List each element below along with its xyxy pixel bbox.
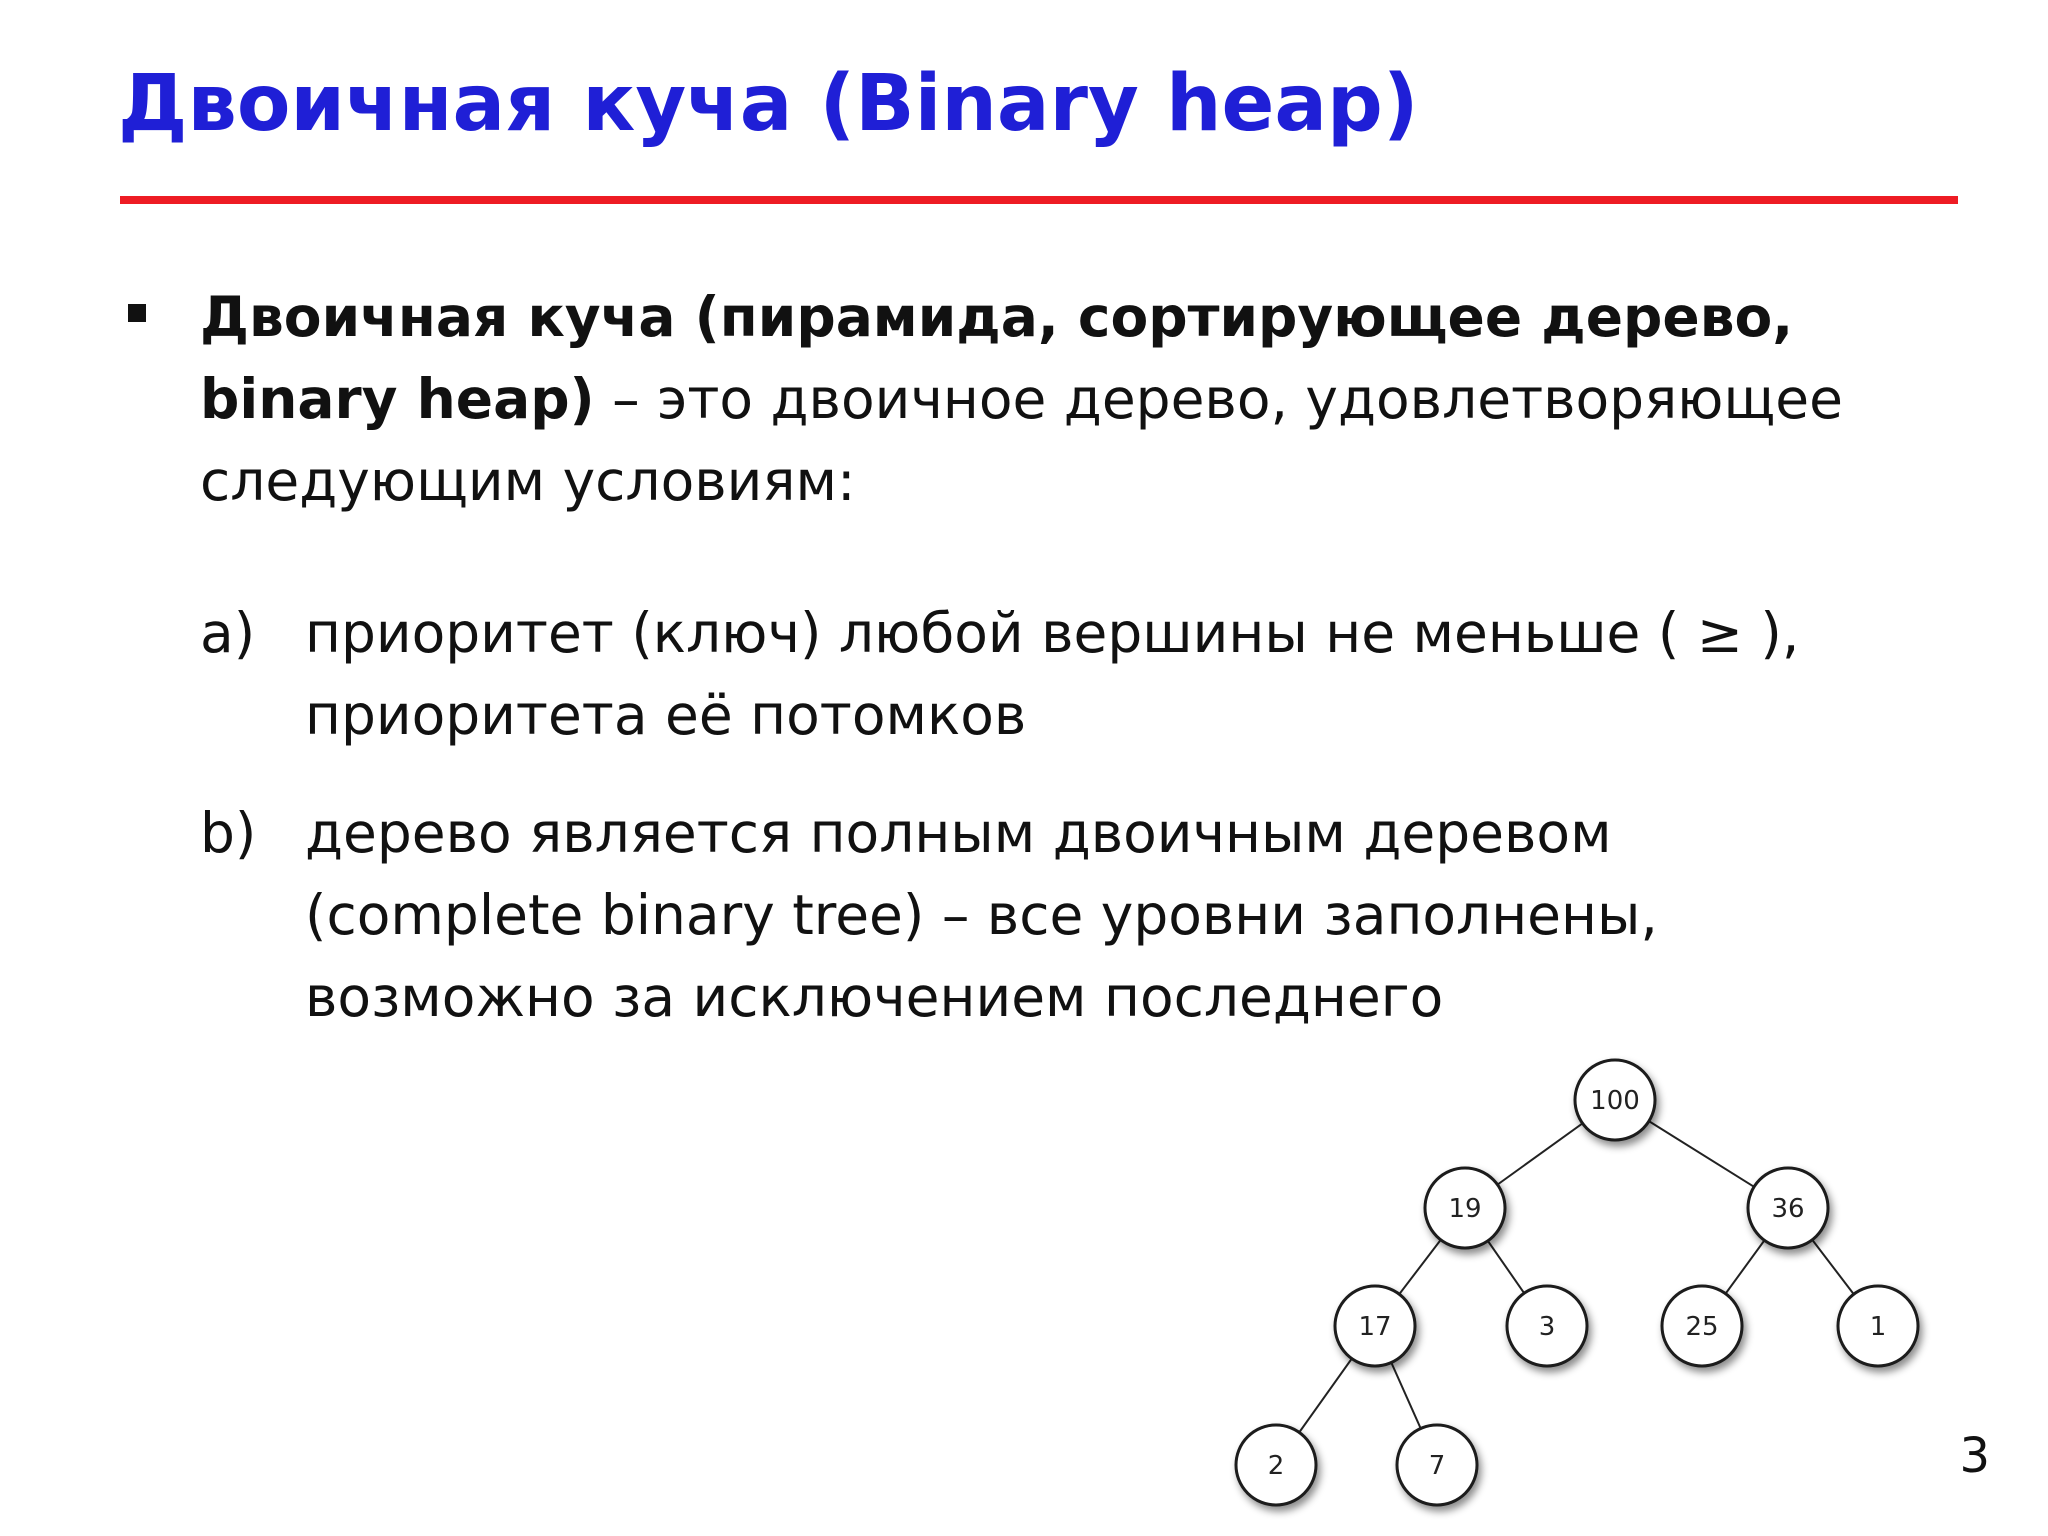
heap-node — [1507, 1286, 1587, 1366]
heap-node-label: 2 — [1267, 1451, 1285, 1481]
condition-marker: a) — [200, 601, 256, 665]
heap-node — [1335, 1286, 1415, 1366]
definition-rest: – это двоичное дерево, удовлетворяющее следующим условиям: — [200, 367, 1843, 513]
heap-node — [1236, 1425, 1316, 1505]
heap-node — [1662, 1286, 1742, 1366]
heap-node — [1397, 1425, 1477, 1505]
heap-node-label: 3 — [1538, 1312, 1556, 1342]
condition-text: приоритет (ключ) любой вершины не меньше ( ≥ ), приоритета её потомков — [305, 601, 1800, 747]
heap-node-label: 36 — [1771, 1194, 1805, 1224]
heap-node-label: 19 — [1448, 1194, 1482, 1224]
condition-marker: b) — [200, 801, 257, 865]
heap-edges — [1276, 1100, 1878, 1465]
heap-node — [1838, 1286, 1918, 1366]
heap-node-label: 1 — [1869, 1312, 1887, 1342]
heap-node — [1425, 1168, 1505, 1248]
heap-node-label: 7 — [1428, 1451, 1446, 1481]
heap-node-label: 25 — [1685, 1312, 1719, 1342]
page-number: 3 — [1959, 1428, 1990, 1484]
heap-node — [1575, 1060, 1655, 1140]
definition-term: Двоичная куча (пирамида, сортирующее дерево, binary heap) — [200, 285, 1794, 431]
slide-title: Двоичная куча (Binary heap) — [118, 59, 1419, 149]
heap-node-label: 17 — [1358, 1312, 1392, 1342]
condition-text: дерево является полным двоичным деревом (complete binary tree) – все уровни заполнены, возможно за исключением последнего — [305, 801, 1658, 1029]
heap-node — [1748, 1168, 1828, 1248]
heap-node-label: 100 — [1590, 1086, 1640, 1116]
